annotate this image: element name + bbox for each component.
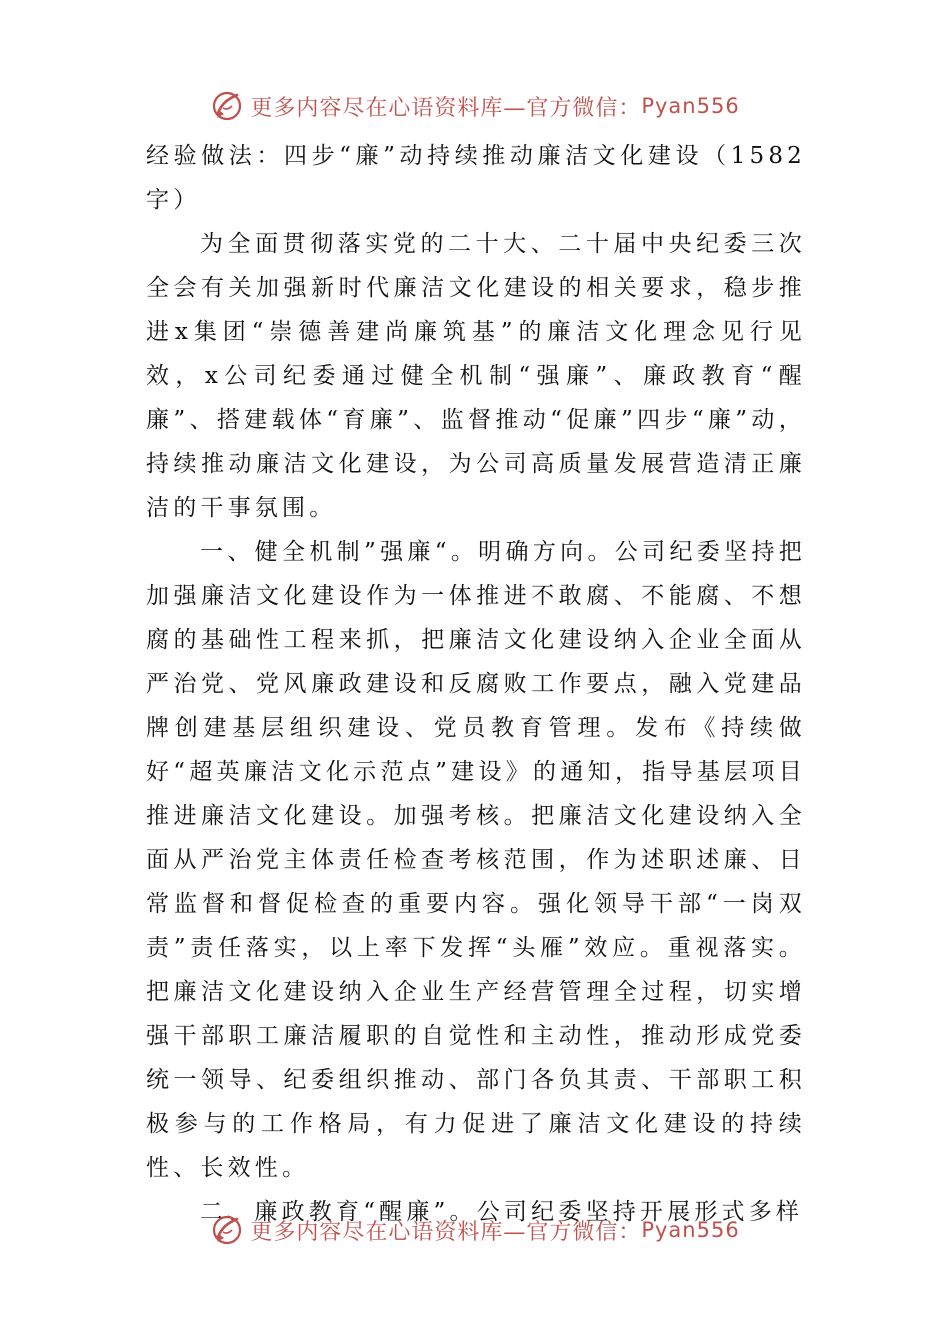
paragraph-section-2: 二、廉政教育“醒廉”。公司纪委坚持开展形式多样 xyxy=(200,1199,804,1225)
document-body xyxy=(146,134,806,1234)
signature-pen-icon xyxy=(210,89,244,123)
paragraph-section-1: 一、健全机制”强廉“。明确方向。公司纪委坚持把加强廉洁文化建设作为一体推进不敢腐、不能腐、不想腐的基础性工程来抓，把廉洁文化建设纳入企业全面从严治党、党风廉政建设和反腐败工作要点，融入党建品牌创建基层组织建设、党员教育管理。发布《持续做好“超英廉洁文化示范点”建设》的通知，指导基层项目推进廉洁文化建设。加强考核。把廉洁文化建设纳入全面从严治党主体责任检查考核范围，作为述职述廉、日常监督和督促检查的重要内容。强化领导干部“一岗双责”责任落实，以上率下发挥“头雁”效应。重视落实。把廉洁文化建设纳入企业生产经营管理全过程，切实增强干部职工廉洁履职的自觉性和主动性，推动形成党委统一领导、纪委组织推动、部门各负其责、干部职工积极参与的工作格局，有力促进了廉洁文化建设的持续性、长效性。 xyxy=(146,539,806,1181)
banner-text: 更多内容尽在心语资料库—官方微信： xyxy=(250,95,642,121)
document-title: 经验做法：四步“廉”动持续推动廉洁文化建设（1582字） xyxy=(146,143,806,213)
header-watermark-banner xyxy=(0,84,950,128)
banner-wechat-id: Pyan556 xyxy=(641,1218,740,1242)
footer-watermark-banner xyxy=(0,1208,950,1252)
paragraph-intro: 为全面贯彻落实党的二十大、二十届中央纪委三次全会有关加强新时代廉洁文化建设的相关要求，稳步推进x集团“崇德善建尚廉筑基”的廉洁文化理念见行见效，x公司纪委通过健全机制“强廉”、廉政教育“醒廉”、搭建载体“育廉”、监督推动“促廉”四步“廉”动，持续推动廉洁文化建设，为公司高质量发展营造清正廉洁的干事氛围。 xyxy=(146,231,806,521)
signature-pen-icon xyxy=(210,1213,244,1247)
banner-text: 更多内容尽在心语资料库—官方微信： xyxy=(250,1219,642,1245)
banner-wechat-id: Pyan556 xyxy=(641,94,740,118)
